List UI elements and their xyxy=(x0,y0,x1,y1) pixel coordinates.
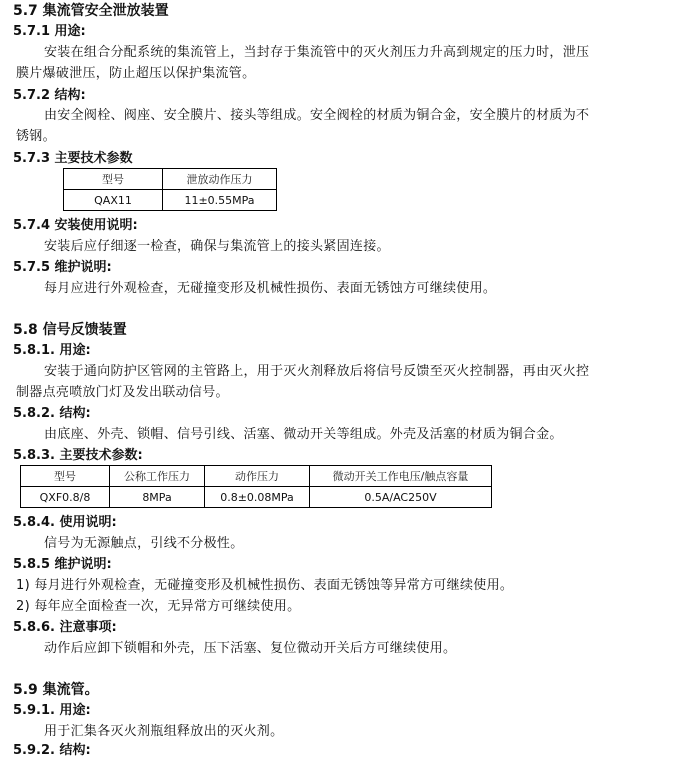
section-5-7-2-text-line1: 由安全阀栓、阀座、安全膜片、接头等组成。安全阀栓的材质为铜合金，安全膜片的材质为不 xyxy=(44,108,590,123)
section-5-8-title: 5.8 信号反馈装置 xyxy=(13,322,127,338)
section-5-8-5-item-2: 2) 每年应全面检查一次，无异常方可继续使用。 xyxy=(16,599,301,614)
table-cell: 0.8±0.08MPa xyxy=(205,487,310,508)
table-header-cell: 泄放动作压力 xyxy=(163,169,277,190)
table-header-cell: 型号 xyxy=(21,466,110,487)
table-cell: 0.5A/AC250V xyxy=(310,487,492,508)
section-5-7-title: 5.7 集流管安全泄放装置 xyxy=(13,3,169,19)
table-cell: 11±0.55MPa xyxy=(163,190,277,211)
section-5-8-1-heading: 5.8.1. 用途: xyxy=(13,343,91,358)
section-5-8-4-heading: 5.8.4. 使用说明: xyxy=(13,515,117,530)
section-5-8-3-heading: 5.8.3. 主要技术参数: xyxy=(13,448,143,463)
table-cell: QAX11 xyxy=(64,190,163,211)
section-5-7-1-heading: 5.7.1 用途: xyxy=(13,24,86,39)
section-5-7-4-text: 安装后应仔细逐一检查，确保与集流管上的接头紧固连接。 xyxy=(44,239,390,254)
table-header-cell: 公称工作压力 xyxy=(110,466,205,487)
section-5-7-5-heading: 5.7.5 维护说明: xyxy=(13,260,112,275)
section-5-9-1-text: 用于汇集各灭火剂瓶组释放出的灭火剂。 xyxy=(44,724,284,739)
section-5-8-6-text: 动作后应卸下锁帽和外壳，压下活塞、复位微动开关后方可继续使用。 xyxy=(44,641,457,656)
table-header-cell: 型号 xyxy=(64,169,163,190)
section-5-7-2-heading: 5.7.2 结构: xyxy=(13,88,86,103)
table-cell: 8MPa xyxy=(110,487,205,508)
section-5-7-5-text: 每月应进行外观检查，无碰撞变形及机械性损伤、表面无锈蚀方可继续使用。 xyxy=(44,281,497,296)
section-5-9-title: 5.9 集流管。 xyxy=(13,682,99,698)
section-5-9-1-heading: 5.9.1. 用途: xyxy=(13,703,91,718)
table-header-cell: 动作压力 xyxy=(205,466,310,487)
section-5-8-1-text-line1: 安装于通向防护区管网的主管路上，用于灭火剂释放后将信号反馈至灭火控制器，再由灭火控 xyxy=(44,364,590,379)
section-5-8-2-text: 由底座、外壳、锁帽、信号引线、活塞、微动开关等组成。外壳及活塞的材质为铜合金。 xyxy=(44,427,563,442)
spec-table-5-8-3 xyxy=(20,465,492,508)
section-5-7-3-heading: 5.7.3 主要技术参数 xyxy=(13,151,133,166)
spec-table-5-7-3 xyxy=(63,168,277,211)
section-5-8-5-item-1: 1) 每月进行外观检查，无碰撞变形及机械性损伤、表面无锈蚀等异常方可继续使用。 xyxy=(16,578,514,593)
section-5-8-4-text: 信号为无源触点，引线不分极性。 xyxy=(44,536,244,551)
table-cell: QXF0.8/8 xyxy=(21,487,110,508)
section-5-8-5-heading: 5.8.5 维护说明: xyxy=(13,557,112,572)
section-5-8-1-text-line2: 制器点亮喷放门灯及发出联动信号。 xyxy=(16,385,229,400)
section-5-7-1-text-line1: 安装在组合分配系统的集流管上，当封存于集流管中的灭火剂压力升高到规定的压力时，泄压 xyxy=(44,45,590,60)
section-5-7-2-text-line2: 锈钢。 xyxy=(16,129,56,144)
table-header-cell: 微动开关工作电压/触点容量 xyxy=(310,466,492,487)
section-5-7-4-heading: 5.7.4 安装使用说明: xyxy=(13,218,138,233)
section-5-8-2-heading: 5.8.2. 结构: xyxy=(13,406,91,421)
section-5-9-2-heading: 5.9.2. 结构: xyxy=(13,743,91,758)
section-5-8-6-heading: 5.8.6. 注意事项: xyxy=(13,620,117,635)
section-5-7-1-text-line2: 膜片爆破泄压，防止超压以保护集流管。 xyxy=(16,66,256,81)
